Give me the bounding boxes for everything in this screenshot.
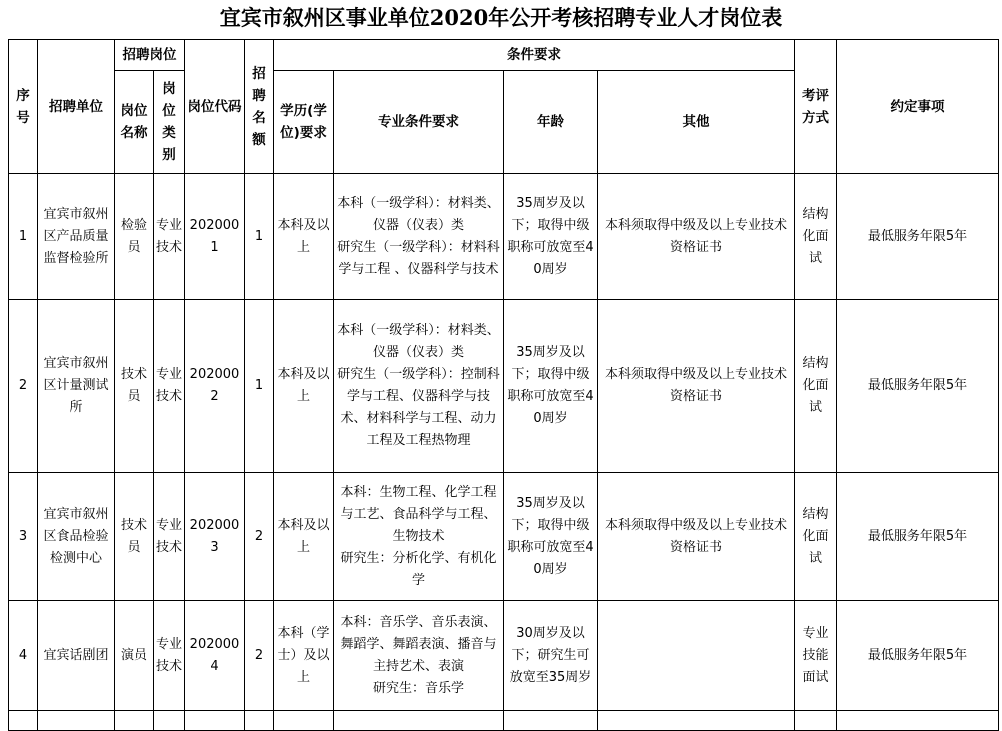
major-postgrad: 研究生：分析化学、有机化学 xyxy=(340,550,497,588)
major-postgrad: 研究生（一级学科）：材料科学与工程 、仪器科学与技术 xyxy=(337,239,500,277)
cell-age: 35周岁及以下；取得中级职称可放宽至40周岁 xyxy=(504,300,598,473)
cell-unit: 宜宾市叙州区食品检验检测中心 xyxy=(38,473,115,601)
cell-position-type: 专业技术 xyxy=(154,473,185,601)
cell-position-name: 演员 xyxy=(115,601,154,711)
cell-position-type: 专业技术 xyxy=(154,300,185,473)
header-quota: 招聘名额 xyxy=(245,40,274,174)
header-position-group: 招聘岗位 xyxy=(115,40,185,71)
cell-age: 35周岁及以下；取得中级职称可放宽至40周岁 xyxy=(504,174,598,300)
header-seq: 序号 xyxy=(9,40,38,174)
cell-assessment: 专业技能面试 xyxy=(795,601,837,711)
cell-position-name: 技术员 xyxy=(115,300,154,473)
cell-education: 本科（学士）及以上 xyxy=(274,601,334,711)
table-row xyxy=(9,473,999,601)
cell-empty xyxy=(154,711,185,731)
header-conditions-group: 条件要求 xyxy=(274,40,795,71)
cell-quota: 2 xyxy=(245,601,274,711)
cell-other xyxy=(598,601,795,711)
cell-major xyxy=(334,300,504,473)
cell-age: 35周岁及以下；取得中级职称可放宽至40周岁 xyxy=(504,473,598,601)
cell-empty xyxy=(274,711,334,731)
page-title: 宜宾市叙州区事业单位2020年公开考核招聘专业人才岗位表 xyxy=(219,5,783,30)
cell-position-name: 检验员 xyxy=(115,174,154,300)
cell-agreement: 最低服务年限5年 xyxy=(837,601,999,711)
cell-seq: 4 xyxy=(9,601,38,711)
cell-agreement: 最低服务年限5年 xyxy=(837,473,999,601)
header-assessment: 考评方式 xyxy=(795,40,837,174)
cell-education: 本科及以上 xyxy=(274,300,334,473)
cell-seq: 1 xyxy=(9,174,38,300)
cell-seq: 2 xyxy=(9,300,38,473)
cell-major xyxy=(334,473,504,601)
cell-assessment: 结构化面试 xyxy=(795,174,837,300)
cell-unit: 宜宾市叙州区计量测试所 xyxy=(38,300,115,473)
header-major: 专业条件要求 xyxy=(334,71,504,174)
header-row-top xyxy=(9,40,999,71)
cell-empty xyxy=(334,711,504,731)
cell-position-type: 专业技术 xyxy=(154,601,185,711)
cell-other: 本科须取得中级及以上专业技术资格证书 xyxy=(598,473,795,601)
recruitment-table xyxy=(8,39,999,731)
table-row xyxy=(9,174,999,300)
cell-unit: 宜宾市叙州区产品质量监督检验所 xyxy=(38,174,115,300)
header-position-code: 岗位代码 xyxy=(185,40,245,174)
cell-other: 本科须取得中级及以上专业技术资格证书 xyxy=(598,300,795,473)
header-position-name: 岗位名称 xyxy=(115,71,154,174)
cell-assessment: 结构化面试 xyxy=(795,473,837,601)
cell-education: 本科及以上 xyxy=(274,174,334,300)
cell-position-code: 2020001 xyxy=(185,174,245,300)
cell-position-code: 2020004 xyxy=(185,601,245,711)
table-row-partial xyxy=(9,711,999,731)
cell-empty xyxy=(795,711,837,731)
header-position-type: 岗位类别 xyxy=(154,71,185,174)
cell-other: 本科须取得中级及以上专业技术资格证书 xyxy=(598,174,795,300)
cell-major xyxy=(334,174,504,300)
cell-assessment: 结构化面试 xyxy=(795,300,837,473)
major-undergrad: 本科（一级学科）：材料类、仪器（仪表）类 xyxy=(337,195,500,233)
cell-position-code: 2020003 xyxy=(185,473,245,601)
major-postgrad: 研究生：音乐学 xyxy=(372,680,464,696)
cell-empty xyxy=(9,711,38,731)
header-education: 学历(学位)要求 xyxy=(274,71,334,174)
cell-empty xyxy=(504,711,598,731)
cell-agreement: 最低服务年限5年 xyxy=(837,300,999,473)
header-agreement: 约定事项 xyxy=(837,40,999,174)
header-unit: 招聘单位 xyxy=(38,40,115,174)
cell-education: 本科及以上 xyxy=(274,473,334,601)
cell-position-name: 技术员 xyxy=(115,473,154,601)
table-row xyxy=(9,601,999,711)
cell-quota: 1 xyxy=(245,300,274,473)
cell-major xyxy=(334,601,504,711)
cell-unit: 宜宾话剧团 xyxy=(38,601,115,711)
major-postgrad: 研究生（一级学科）：控制科学与工程、仪器科学与技术、材料科学与工程、动力工程及工程热物理 xyxy=(337,367,500,448)
cell-empty xyxy=(38,711,115,731)
cell-position-code: 2020002 xyxy=(185,300,245,473)
table-row xyxy=(9,300,999,473)
cell-empty xyxy=(115,711,154,731)
cell-agreement: 最低服务年限5年 xyxy=(837,174,999,300)
cell-position-type: 专业技术 xyxy=(154,174,185,300)
cell-empty xyxy=(185,711,245,731)
cell-quota: 2 xyxy=(245,473,274,601)
cell-empty xyxy=(245,711,274,731)
cell-age: 30周岁及以下；研究生可放宽至35周岁 xyxy=(504,601,598,711)
header-age: 年龄 xyxy=(504,71,598,174)
cell-empty xyxy=(598,711,795,731)
major-undergrad: 本科（一级学科）：材料类、仪器（仪表）类 xyxy=(337,323,500,360)
cell-seq: 3 xyxy=(9,473,38,601)
cell-empty xyxy=(837,711,999,731)
cell-quota: 1 xyxy=(245,174,274,300)
major-undergrad: 本科：生物工程、化学工程与工艺、食品科学与工程、生物技术 xyxy=(340,484,497,544)
major-undergrad: 本科：音乐学、音乐表演、舞蹈学、舞蹈表演、播音与主持艺术、表演 xyxy=(340,614,497,674)
header-other: 其他 xyxy=(598,71,795,174)
